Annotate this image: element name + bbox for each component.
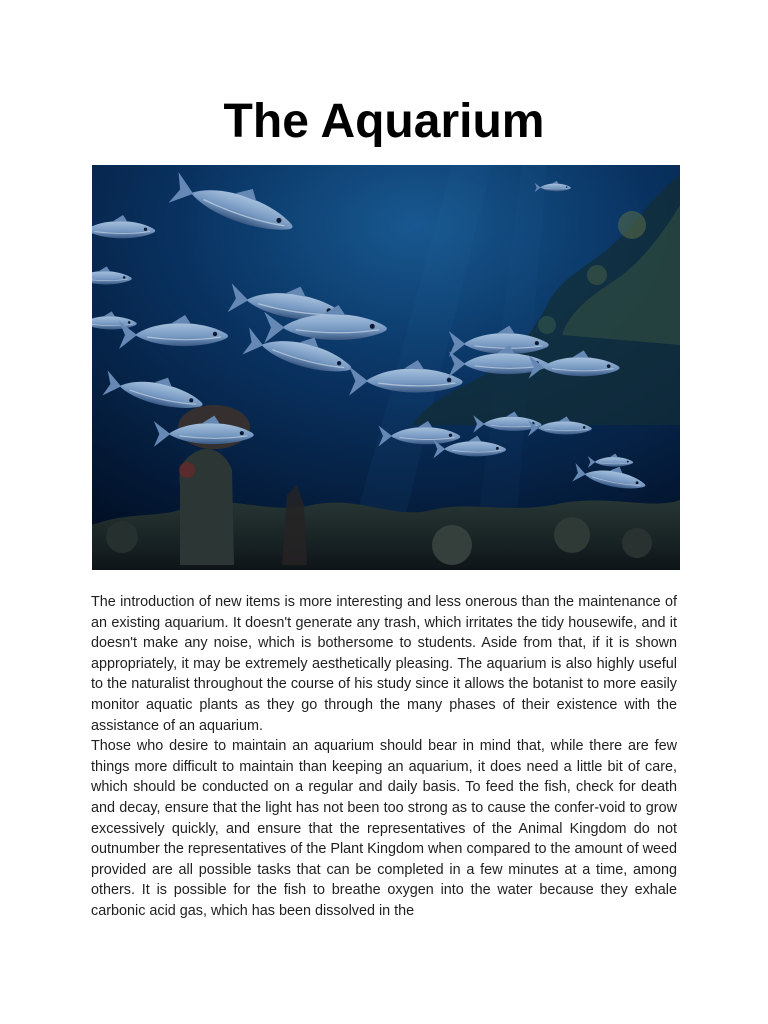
aquarium-photo (92, 165, 680, 570)
article-body (91, 592, 677, 922)
paragraph: The introduction of new items is more interesting and less onerous than the maintenance of an existing aquarium. It doesn't generate any trash, which irritates the tidy housewife, and it doesn't make any noise, which is bothersome to students. Aside from that, if it is shown appropriately, it may be extremely aesthetically pleasing. The aquarium is also highly useful to the naturalist throughout the course of his study since it allows the botanist to more easily monitor aquatic plants as they go through the many phases of their existence with the assistance of an aquarium. (91, 594, 677, 734)
paragraph: Those who desire to maintain an aquarium should bear in mind that, while there are few things more difficult to maintain than keeping an aquarium, it does need a little bit of care, which should be conducted on a regular and daily basis. To feed the fish, check for death and decay, ensure that the light has not been too strong as to cause the confer-void to grow excessively quickly, and ensure that the representatives of the Animal Kingdom do not outnumber the representatives of the Plant Kingdom when compared to the amount of weed provided are all possible tasks that can be completed in a few minutes at a time, among others. It is possible for the fish to breathe oxygen into the water because they exhale carbonic acid gas, which has been dissolved in the (91, 738, 677, 919)
page-title: The Aquarium (223, 95, 545, 148)
aquarium-illustration (92, 165, 680, 570)
